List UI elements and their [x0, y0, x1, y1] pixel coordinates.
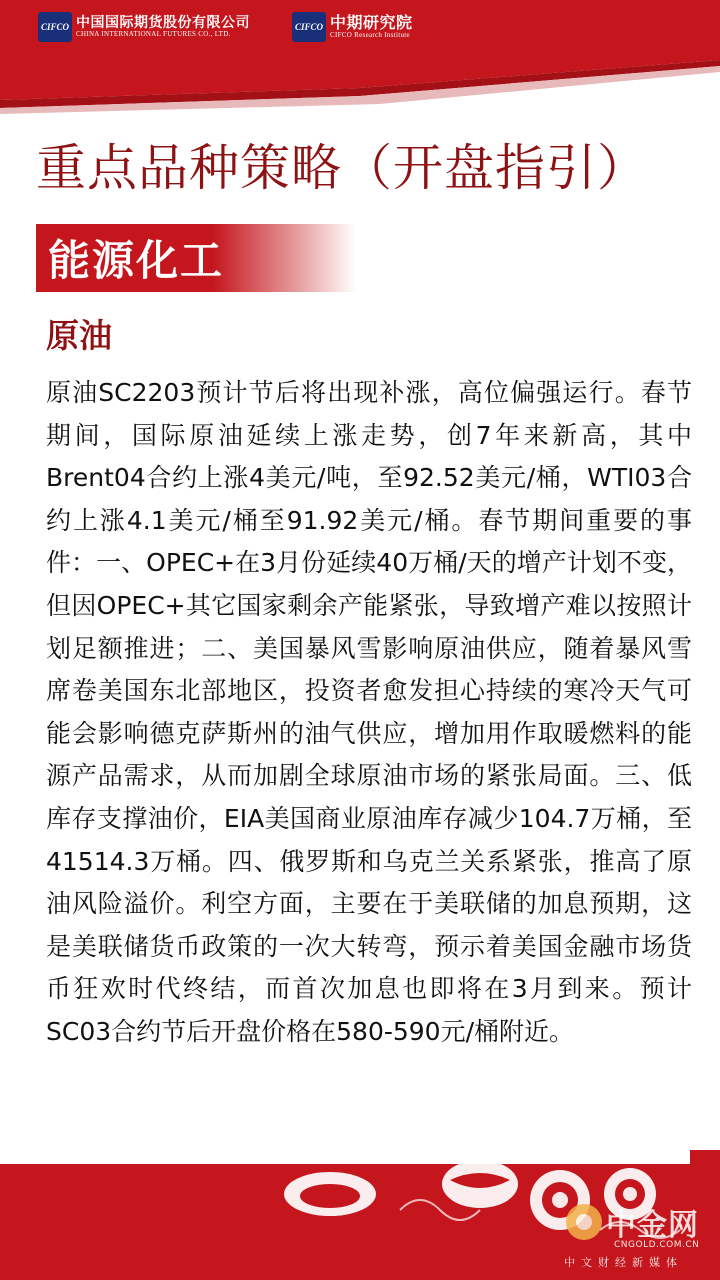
header-banner [0, 0, 720, 120]
section-banner [36, 224, 356, 292]
page-title: 重点品种策略（开盘指引） [36, 139, 648, 197]
institute-name-cn: 中期研究院 [330, 12, 413, 32]
footer-decoration [0, 1150, 720, 1280]
watermark-url: CNGOLD.COM.CN [614, 1240, 700, 1250]
company-name-cn: 中国国际期货股份有限公司 [76, 14, 250, 31]
cifco-logo-mark: CIFCO [38, 12, 72, 42]
research-logo-mark: CIFCO [292, 12, 326, 42]
cngold-watermark [558, 1200, 708, 1270]
research-institute-logo [292, 10, 413, 44]
section-title: 能源化工 [48, 236, 225, 285]
watermark-slogan: 中文财经新媒体 [564, 1256, 683, 1269]
cngold-logo-icon [566, 1204, 602, 1240]
institute-name-en: CIFCO Research Institute [330, 30, 410, 39]
watermark-name: 中金网 [606, 1208, 699, 1243]
subsection-title: 原油 [46, 316, 112, 355]
cifco-logo [38, 10, 250, 44]
strategy-body-text: 原油SC2203预计节后将出现补涨，高位偏强运行。春节期间，国际原油延续上涨走势，创7年来新高，其中Brent04合约上涨4美元/吨，至92.52美元/桶，WTI03合约上涨4.1美元/桶至91.92美元/桶。春节期间重要的事件：一、OPEC+在3月份延续40万桶/天的增产计划不变，但因OPEC+其它国家剩余产能紧张，导致增产难以按照计划足额推进；二、美国暴风雪影响原油供应，随着暴风雪席卷美国东北部地区，投资者愈发担心持续的寒冷天气可能会影响德克萨斯州的油气供应，增加用作取暖燃料的能源产品需求，从而加剧全球原油市场的紧张局面。三、低库存支撑油价，EIA美国商业原油库存减少104.7万桶，至41514.3万桶。四、俄罗斯和乌克兰关系紧张，推高了原油风险溢价。利空方面，主要在于美联储的加息预期，这是美联储货币政策的一次大转弯，预示着美国金融市场货币狂欢时代终结，而首次加息也即将在3月到来。预计SC03合约节后开盘价格在580-590元/桶附近。 [46, 378, 692, 1046]
company-name-en: CHINA INTERNATIONAL FUTURES CO., LTD. [76, 29, 231, 38]
